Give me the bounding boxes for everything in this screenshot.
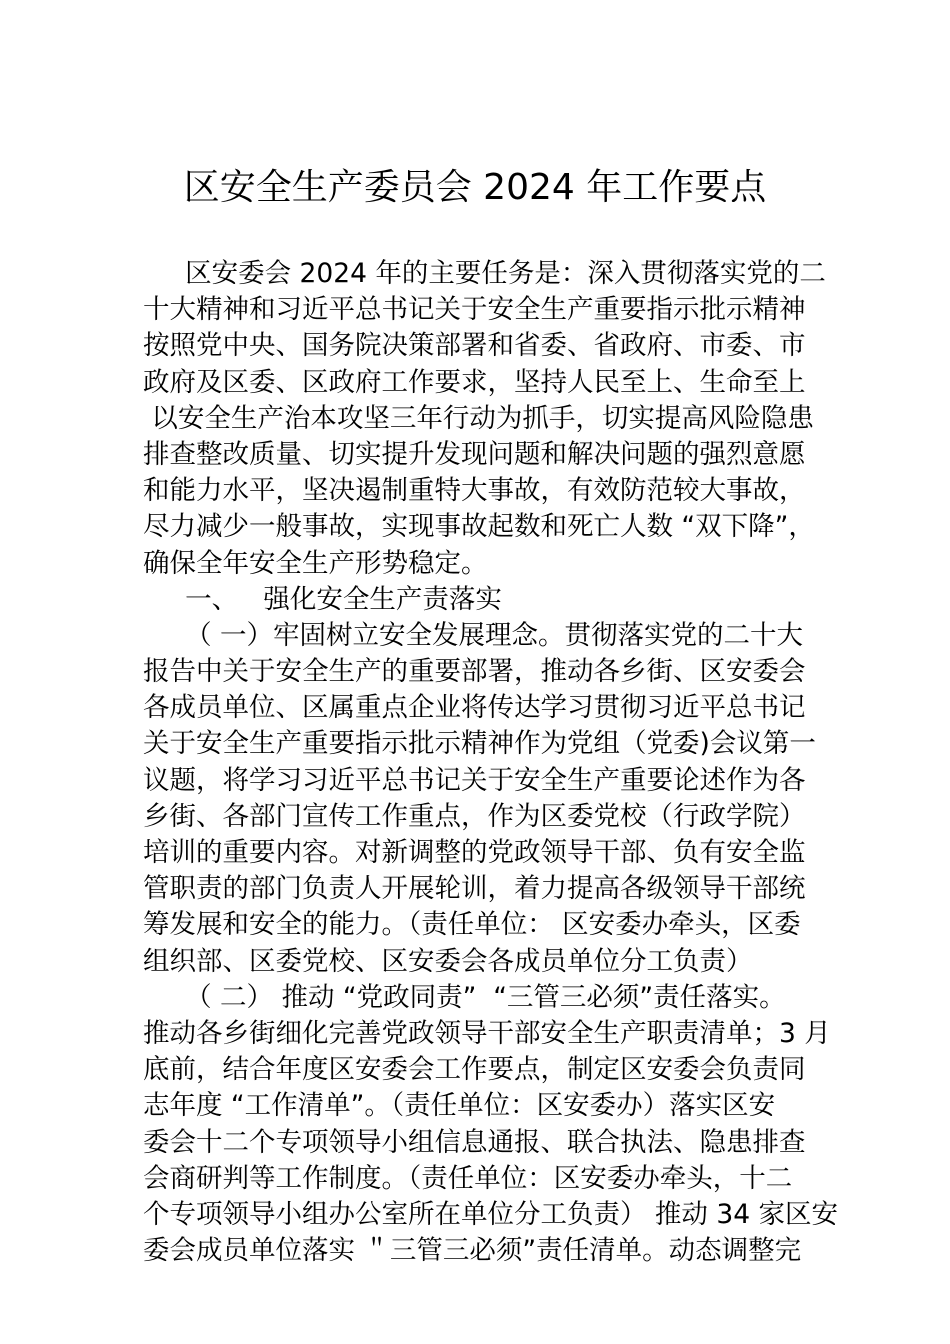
document-body [143,256,838,1269]
text-line: 和能力水平，坚决遏制重特大事故，有效防范较大事故， [143,475,806,507]
text-line: 推动各乡街细化完善党政领导干部安全生产职责清单；3 月 [143,1017,831,1049]
text-line: 确保全年安全生产形势稳定。 [143,547,488,579]
text-line: 组织部、区委党校、区安委会各成员单位分工负责） [143,945,753,977]
document-title: 区安全生产委员会 2024 年工作要点 [183,167,767,208]
text-line: 乡街、各部门宣传工作重点，作为区委党校（行政学院） [143,800,806,832]
text-line: 以安全生产治本攻坚三年行动为抓手，切实提高风险隐患 [143,402,814,434]
text-line: 培训的重要内容。对新调整的党政领导干部、负有安全监 [143,837,806,868]
text-line: 关于安全生产重要指示批示精神作为党组（党委)会议第一 [143,728,816,760]
text-line: 委会十二个专项领导小组信息通报、联合执法、隐患排查 [143,1126,806,1158]
text-line: 志年度 “工作清单”。（责任单位：区安委办）落实区安 [143,1090,776,1122]
text-line: 十大精神和习近平总书记关于安全生产重要指示批示精神 [143,294,806,326]
text-line: 报告中关于安全生产的重要部署，推动各乡街、区安委会 [143,656,806,688]
text-line: 委会成员单位落实 ＂三管三必须”责任清单。动态调整完 [143,1235,802,1267]
text-line: （ 一）牢固树立安全发展理念。贯彻落实党的二十大 [143,619,804,651]
text-line: 个专项领导小组办公室所在单位分工负责） 推动 34 家区安 [143,1198,838,1230]
text-line: 按照党中央、国务院决策部署和省委、省政府、市委、市 [143,330,806,362]
text-line: 区安委会 2024 年的主要任务是：深入贯彻落实党的二 [143,258,826,289]
text-line: 排查整改质量、切实提升发现问题和解决问题的强烈意愿 [143,438,806,470]
text-line: 底前，结合年度区安委会工作要点，制定区安委会负责同 [143,1054,806,1086]
text-line: 议题，将学习习近平总书记关于安全生产重要论述作为各 [143,764,806,796]
text-line: 管职责的部门负责人开展轮训，着力提高各级领导干部统 [143,873,806,905]
text-line: 各成员单位、区属重点企业将传达学习贯彻习近平总书记 [143,692,806,724]
text-line: 尽力减少一般事故，实现事故起数和死亡人数 “双下降”， [143,511,815,543]
section-heading: 一、 强化安全生产责落实 [143,583,502,615]
text-line: 会商研判等工作制度。（责任单位：区安委办牵头，十二 [143,1162,793,1194]
text-line: 政府及区委、区政府工作要求，坚持人民至上、生命至上 [143,366,806,398]
text-line: （ 二） 推动 “党政同责” “三管三必须”责任落实。 [143,981,786,1013]
text-line: 筹发展和安全的能力。（责任单位： 区安委办牵头，区委 [143,909,801,941]
